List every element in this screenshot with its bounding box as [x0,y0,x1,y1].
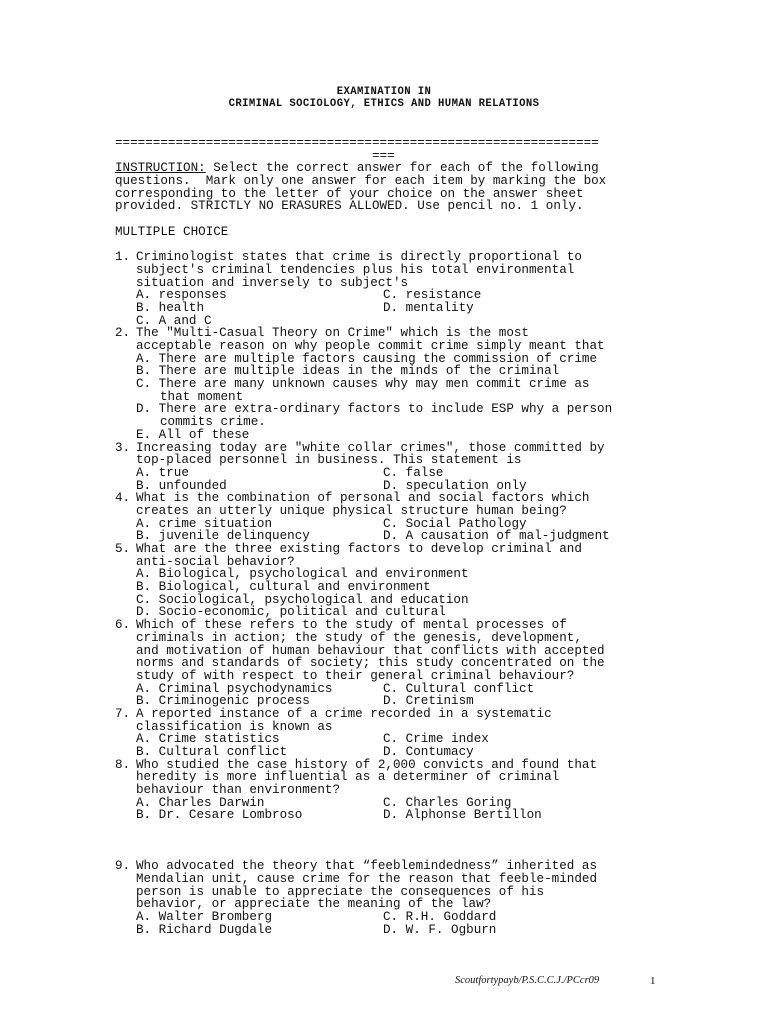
option-choice: D. Socio-economic, political and cultural [136,605,446,620]
question-text-line: norms and standards of society; this study concentrated on the [136,656,605,671]
question-number: 9. [115,859,131,874]
option-choice: C. false [383,465,444,480]
option-choice: C. A and C [136,313,212,328]
option-choice: A. There are multiple factors causing the commission of crime [136,351,598,366]
question-text-line: acceptable reason on why people commit crime simply meant that [136,339,605,353]
option-choice: D. speculation only [383,478,527,493]
option-choice: B. juvenile delinquency [136,529,310,544]
question-item [115,442,660,493]
question-item [115,619,660,708]
question-text-line: classification is known as [136,719,333,734]
question-text-line: 1. Criminologist states that crime is directly proportional to [115,250,582,265]
option-choice: D. Alphonse Bertillon [383,808,542,823]
option-choice: A. crime situation [136,516,273,531]
question-text-line: situation and inversely to subject's [136,275,409,290]
question-item [115,708,660,759]
question-number: 7. [115,706,131,721]
separator-line-end: === [372,148,395,163]
option-choice: B. unfounded [136,478,227,493]
option-choice: D. W. F. Ogburn [383,922,497,937]
question-text-line: person is unable to appreciate the consequences of his [136,884,545,899]
option-choice: B. Biological, cultural and environment [136,580,431,595]
question-text-line: heredity is more influential as a determiner of criminal [136,770,560,785]
option-choice: D. Contumacy [383,745,474,759]
question-text-line: 8. Who studied the case history of 2,000 convicts and found that [115,757,598,772]
option-row [115,302,660,315]
option-choice: B. health [136,300,205,315]
question-item [115,543,660,619]
option-choice: C. R.H. Goddard [383,909,497,924]
question-number: 4. [115,491,131,506]
option-row [115,746,660,759]
question-text-line: 7. A reported instance of a crime recorded in a systematic [115,706,552,721]
instruction-line: provided. STRICTLY NO ERASURES ALLOWED. Use pencil no. 1 only. [115,199,584,214]
question-number: 1. [115,250,131,265]
option-choice: C. Cultural conflict [383,681,535,696]
option-continuation: commits crime. [160,415,266,430]
question-item [115,251,660,327]
option-choice: A. Crime statistics [136,732,280,747]
option-choice: B. Dr. Cesare Lombroso [136,808,303,823]
option-row [115,911,660,924]
question-text-line: Mendalian unit, cause crime for the reason that feeble-minded [136,871,598,886]
option-choice: A. Walter Bromberg [136,909,273,924]
option-choice: D. Cretinism [383,694,474,709]
question-text-line: subject's criminal tendencies plus his total environmental [136,262,575,277]
option-choice: D. mentality [383,300,474,315]
instruction-line: questions. Mark only one answer for each item by marking the box [115,174,607,189]
option-choice: D. A causation of mal-judgment [383,529,610,544]
question-list [115,251,660,936]
option-choice: A. Criminal psychodynamics [136,681,333,696]
exam-body [115,137,660,936]
option-choice: C. Social Pathology [383,516,527,531]
question-item [115,492,660,543]
option-row [115,924,660,937]
page-number: 1 [650,975,656,987]
option-choice: B. Criminogenic process [136,694,310,709]
exam-title: EXAMINATION IN [336,86,432,98]
option-row [115,467,660,480]
option-choice: B. Richard Dugdale [136,922,273,937]
instruction-line: corresponding to the letter of your choice on the answer sheet [115,186,584,201]
separator-line: ================================================================ [115,136,599,150]
question-text-line: 9. Who advocated the theory that “feeblemindedness” inherited as [115,859,598,874]
question-text-line: top-placed personnel in business. This statement is [136,453,522,468]
option-choice: C. Crime index [383,732,489,747]
option-choice: C. Sociological, psychological and education [136,592,469,607]
question-item [115,759,660,822]
question-text-line: 4. What is the combination of personal and social factors which [115,491,590,506]
question-text-line: 2. The "Multi-Casual Theory on Crime" which is the most [115,326,529,341]
exam-subject: CRIMINAL SOCIOLOGY, ETHICS AND HUMAN RELATIONS [228,98,540,110]
option-choice: B. Cultural conflict [136,745,288,759]
option-choice: A. true [136,465,189,480]
section-title: MULTIPLE CHOICE [115,224,229,239]
question-text-line: behavior, or appreciate the meaning of the law? [136,897,492,912]
question-text-line: criminals in action; the study of the genesis, development, [136,630,582,645]
option-choice: C. There are many unknown causes why may men commit crime as [136,377,590,392]
option-choice: C. Charles Goring [383,795,512,810]
question-number: 2. [115,326,131,341]
question-text-line: behaviour than environment? [136,783,341,798]
question-number: 8. [115,757,131,772]
question-number: 5. [115,542,131,556]
question-text-line: 5. What are the three existing factors to develop criminal and [115,542,582,556]
footer-text: Scoutfortypayb/P.S.C.C.J./PCcr09 [455,975,600,986]
option-row [115,809,660,822]
option-choice: E. All of these [136,427,250,442]
option-choice: D. There are extra-ordinary factors to include ESP why a person [136,402,613,417]
option-choice: A. responses [136,288,227,303]
question-text-line: creates an utterly unique physical structure human being? [136,503,567,518]
question-text-line: 6. Which of these refers to the study of mental processes of [115,618,567,633]
instruction-text: Select the correct answer for each of the following [205,161,599,176]
option-choice: A. Charles Darwin [136,795,265,810]
option-choice: C. resistance [383,288,482,303]
question-number: 3. [115,440,131,455]
question-text-line: and motivation of human behaviour that conflicts with accepted [136,643,605,658]
question-text-line: study of with respect to their general criminal behaviour? [136,668,575,683]
question-text-line: 3. Increasing today are "white collar crimes", those committed by [115,440,605,455]
question-item [115,860,660,936]
question-item [115,327,660,441]
question-text-line: anti-social behavior? [136,554,295,569]
question-number: 6. [115,618,131,633]
option-choice: B. There are multiple ideas in the minds of the criminal [136,364,560,379]
instruction-label: INSTRUCTION: [115,161,206,176]
option-continuation: that moment [160,389,244,404]
option-choice: A. Biological, psychological and environment [136,567,469,582]
